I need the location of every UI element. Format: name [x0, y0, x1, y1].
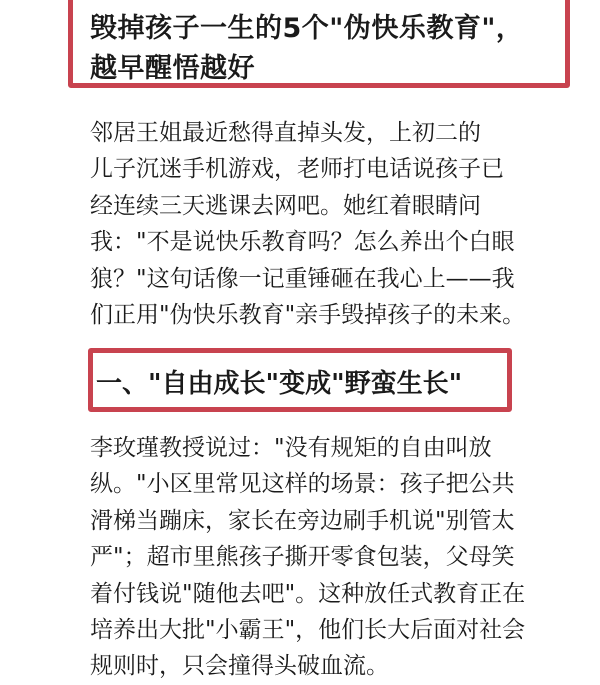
section-heading: 一、"自由成长"变成"野蛮生长" — [96, 369, 463, 399]
intro-line: 我："不是说快乐教育吗？怎么养出个白眼 — [90, 229, 515, 255]
section-line: 培养出大批"小霸王"，他们长大后面对社会 — [90, 617, 526, 643]
intro-line: 经连续三天逃课去网吧。她红着眼睛问 — [90, 193, 481, 219]
section-line: 规则时，只会撞得头破血流。 — [90, 653, 389, 679]
section-line: 滑梯当蹦床，家长在旁边刷手机说"别管太 — [90, 508, 515, 534]
article-title-line-2: 越早醒悟越好 — [90, 53, 255, 84]
intro-line: 邻居王姐最近愁得直掉头发，上初二的 — [90, 120, 481, 146]
section-line: 严"；超市里熊孩子撕开零食包装，父母笑 — [90, 544, 515, 570]
intro-line: 儿子沉迷手机游戏，老师打电话说孩子已 — [90, 156, 504, 182]
section-line: 着付钱说"随他去吧"。这种放任式教育正在 — [90, 581, 526, 607]
section-line: 纵。"小区里常见这样的场景：孩子把公共 — [90, 471, 515, 497]
article-title-line-1: 毁掉孩子一生的5个"伪快乐教育"， — [90, 13, 524, 44]
intro-line: 狼？"这句话像一记重锤砸在我心上——我 — [90, 266, 515, 292]
intro-line: 们正用"伪快乐教育"亲手毁掉孩子的未来。 — [90, 302, 526, 328]
section-line: 李玫瑾教授说过："没有规矩的自由叫放 — [90, 435, 492, 461]
